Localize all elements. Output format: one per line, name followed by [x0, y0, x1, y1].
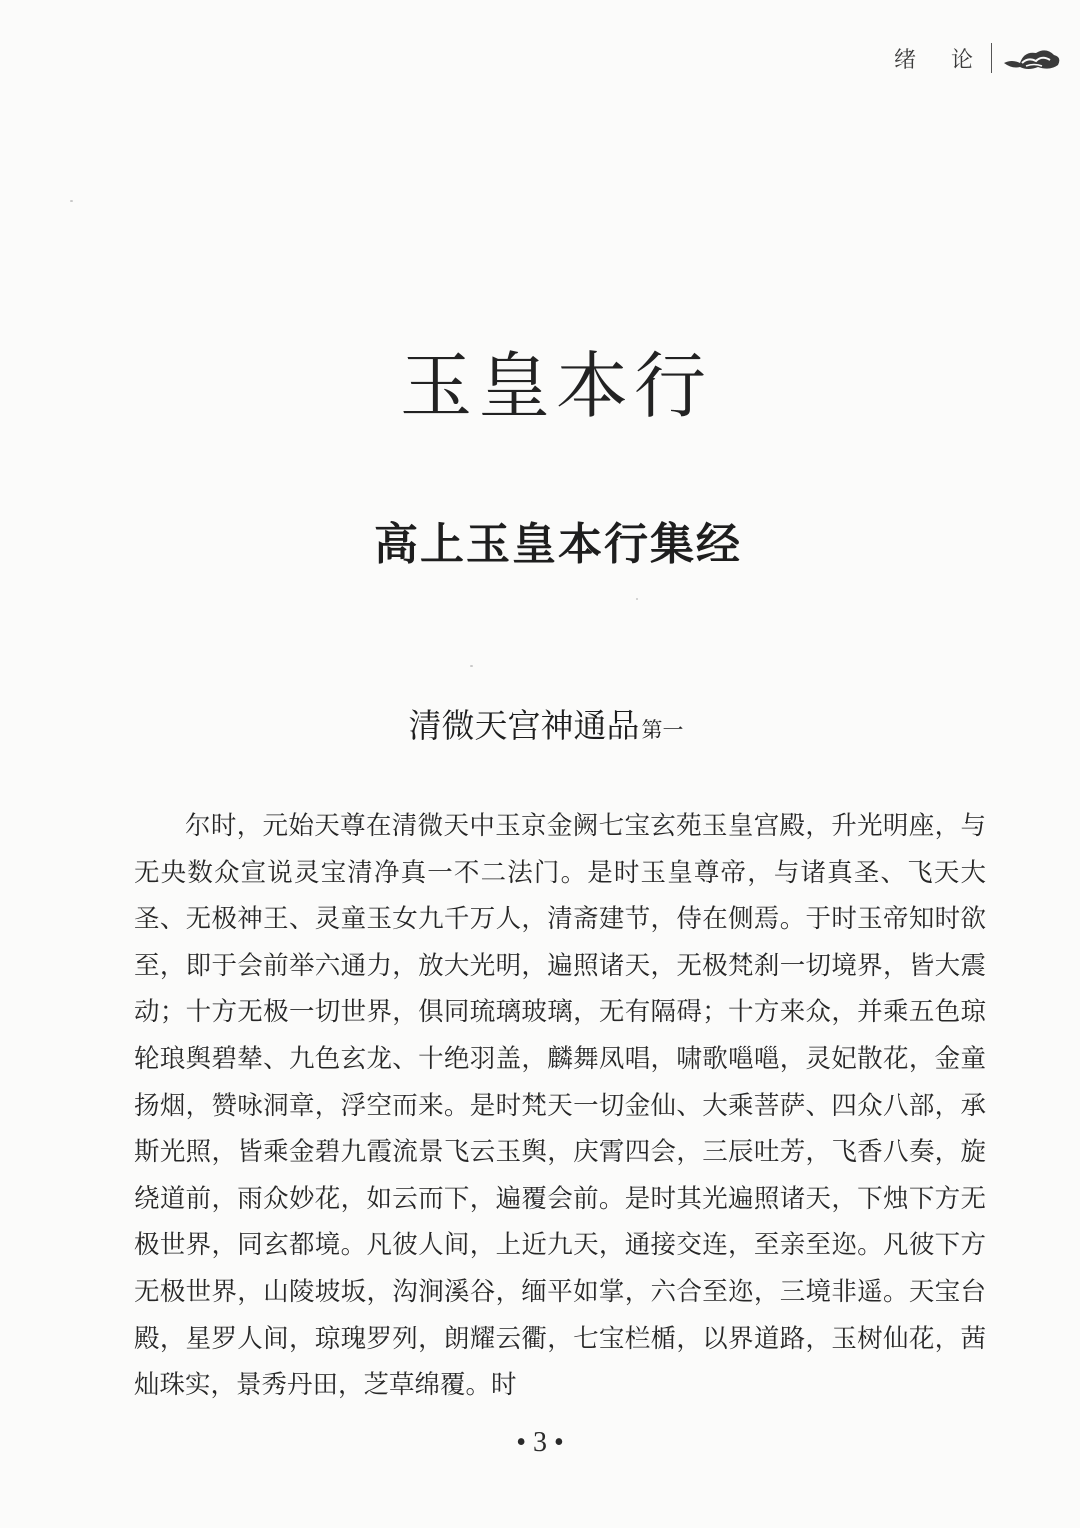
- chapter-suffix: 第一: [641, 718, 684, 742]
- section-label: 绪 论: [894, 47, 987, 73]
- scan-speck: [470, 665, 473, 667]
- page-number: • 3 •: [516, 1427, 564, 1458]
- cloud-icon: [1002, 43, 1062, 73]
- page-title: 玉皇本行: [399, 344, 712, 428]
- scripture-title: 高上玉皇本行集经: [374, 519, 742, 570]
- running-header: [894, 38, 1062, 78]
- scan-speck: [70, 200, 73, 202]
- body-paragraph: 尔时，元始天尊在清微天中玉京金阙七宝玄苑玉皇宫殿，升光明座，与无央数众宣说灵宝清净真一不二法门。是时玉皇尊帝，与诸真圣、飞天大圣、无极神王、灵童玉女九千万人，清斋建节，侍在侧焉。于时玉帝知时欲至，即于会前举六通力，放大光明，遍照诸天，无极梵刹一切境界，皆大震动；十方无极一切世界，俱同琉璃玻璃，无有隔碍；十方来众，并乘五色琼轮琅舆碧辇、九色玄龙、十绝羽盖，麟舞凤唱，啸歌嗈嗈，灵妃散花，金童扬烟，赞咏洞章，浮空而来。是时梵天一切金仙、大乘菩萨、四众八部，承斯光照，皆乘金碧九霞流景飞云玉舆，庆霄四会，三辰吐芳，飞香八奏，旋绕道前，雨众妙花，如云而下，遍覆会前。是时其光遍照诸天，下烛下方无极世界，同玄都境。凡彼人间，上近九天，通接交连，至亲至迩。凡彼下方无极世界，山陵坡坂，沟涧溪谷，缅平如掌，六合至迩，三境非遥。天宝台殿，星罗人间，琼瑰罗列，朗耀云衢，七宝栏楯，以界道路，玉树仙花，茜灿珠实，景秀丹田，芝草绵覆。时: [134, 811, 986, 1401]
- header-divider: [991, 43, 992, 73]
- chapter-name: 清微天宫神通品: [408, 706, 640, 745]
- chapter-heading: [6, 700, 1080, 747]
- scan-speck: [636, 598, 638, 600]
